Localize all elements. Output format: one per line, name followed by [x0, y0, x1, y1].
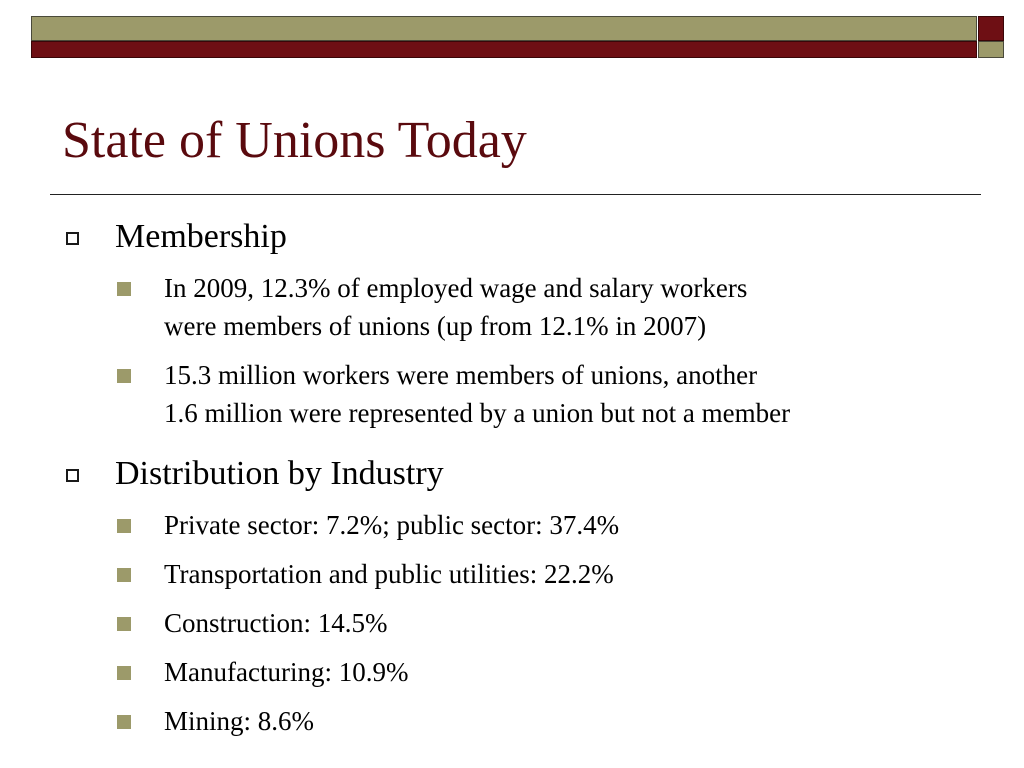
- bullet-item-text: were members of unions (up from 12.1% in 2007): [164, 311, 707, 341]
- filled-square-bullet-icon: [117, 568, 131, 582]
- filled-square-bullet-icon: [117, 519, 131, 533]
- bullet-item-text: Manufacturing: 10.9%: [164, 657, 409, 687]
- hollow-square-bullet-icon: [66, 469, 79, 482]
- filled-square-bullet-icon: [117, 617, 131, 631]
- bullet-item-text: Private sector: 7.2%; public sector: 37.4%: [164, 510, 620, 540]
- filled-square-bullet-icon: [117, 369, 131, 383]
- filled-square-bullet-icon: [117, 715, 131, 729]
- section-heading: Membership: [115, 218, 287, 255]
- bullet-item-text: Construction: 14.5%: [164, 608, 388, 638]
- slide-title: State of Unions Today: [62, 112, 527, 169]
- filled-square-bullet-icon: [117, 666, 131, 680]
- bullet-item-text: In 2009, 12.3% of employed wage and salary workers: [164, 273, 748, 303]
- hollow-square-bullet-icon: [66, 232, 79, 245]
- filled-square-bullet-icon: [117, 282, 131, 296]
- bullet-item-text: Mining: 8.6%: [164, 706, 315, 736]
- bullet-item-text: 15.3 million workers were members of unions, another: [164, 360, 758, 390]
- section-heading: Distribution by Industry: [115, 455, 444, 492]
- bullet-item-text: 1.6 million were represented by a union but not a member: [164, 398, 791, 428]
- bullet-item-text: Transportation and public utilities: 22.2%: [164, 559, 614, 589]
